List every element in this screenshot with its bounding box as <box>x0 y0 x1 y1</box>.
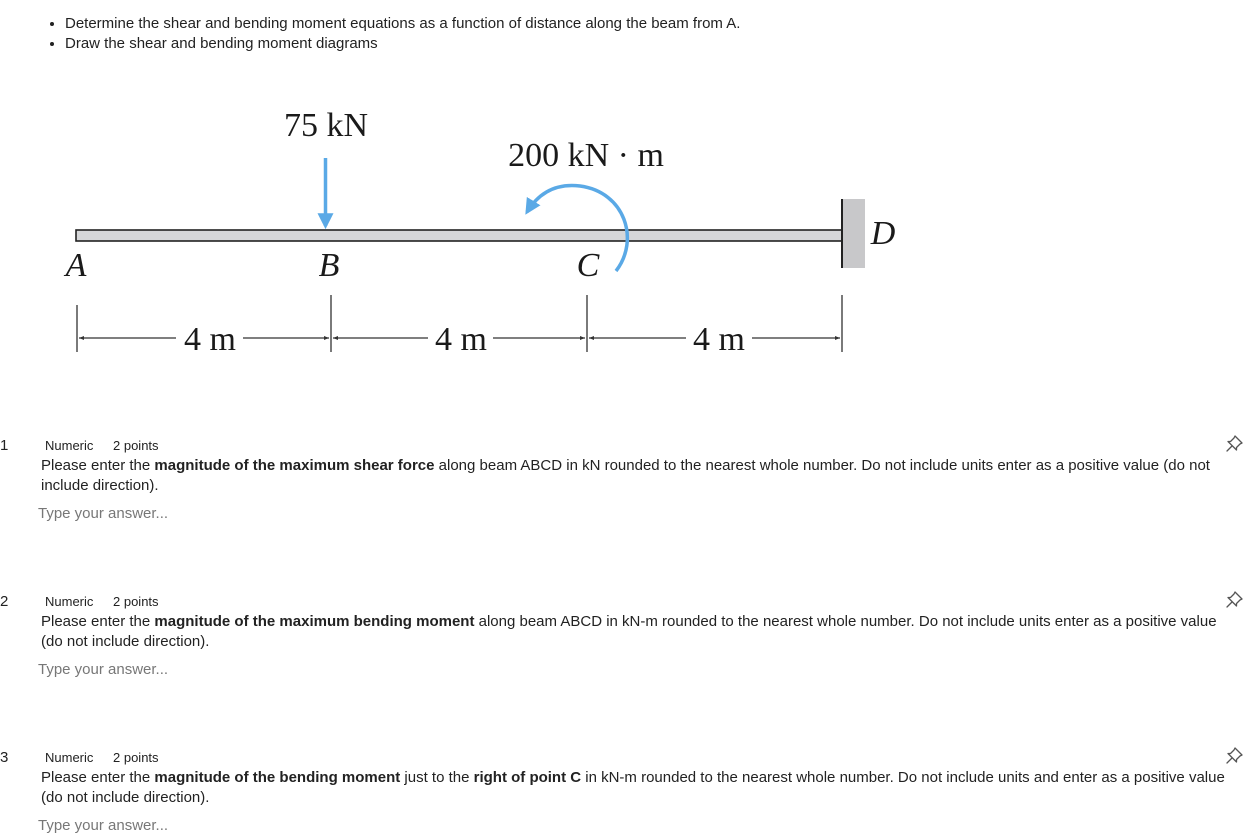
dimension-label-bc: 4 m <box>435 321 487 358</box>
pin-icon[interactable] <box>1224 590 1244 610</box>
question-text: Please enter the magnitude of the maximum bending moment along beam ABCD in kN-m rounded to the nearest whole number. Do not include units enter as a positive value (do not include direction). <box>41 613 1217 650</box>
pin-icon[interactable] <box>1224 434 1244 454</box>
moment-label: 200 kN · m <box>508 137 664 174</box>
question-type: Numeric <box>45 438 94 453</box>
question-emphasis: magnitude of the maximum shear force <box>154 457 435 474</box>
question-emphasis-2: right of point C <box>473 769 582 786</box>
question-type: Numeric <box>45 594 94 609</box>
beam <box>76 230 842 241</box>
question-points: 2 points <box>113 750 159 765</box>
question-number: 2 <box>0 593 9 610</box>
question-points: 2 points <box>113 594 159 609</box>
question-emphasis: magnitude of the maximum bending moment <box>154 613 475 630</box>
point-c-label: C <box>576 247 600 284</box>
dimension-label-cd: 4 m <box>693 321 745 358</box>
answer-input[interactable] <box>36 501 440 525</box>
question-text: Please enter the magnitude of the maximum shear force along beam ABCD in kN rounded to the nearest whole number. Do not include units enter as a positive value (do not include direction). <box>41 457 1210 494</box>
fixed-support <box>842 199 865 268</box>
instruction-item: • Determine the shear and bending moment equations as a function of distance along the beam from A. <box>65 14 740 34</box>
force-label: 75 kN <box>283 107 369 144</box>
question-emphasis: magnitude of the bending moment <box>154 769 401 786</box>
dimension-label-ab: 4 m <box>184 321 236 358</box>
point-b-label: B <box>318 247 340 284</box>
instruction-item: • Draw the shear and bending moment diagrams <box>65 34 740 54</box>
question-text: Please enter the magnitude of the bending moment just to the right of point C in kN-m rounded to the nearest whole number. Do not include units and enter as a positive value (do not include direction). <box>41 769 1225 806</box>
question-number: 1 <box>0 437 9 454</box>
point-d-label: D <box>870 215 896 252</box>
question-number: 3 <box>0 749 9 766</box>
beam-figure <box>0 0 1260 400</box>
question-points: 2 points <box>113 438 159 453</box>
question-type: Numeric <box>45 750 94 765</box>
point-a-label: A <box>65 247 87 284</box>
pin-icon[interactable] <box>1224 746 1244 766</box>
answer-input[interactable] <box>36 657 440 681</box>
